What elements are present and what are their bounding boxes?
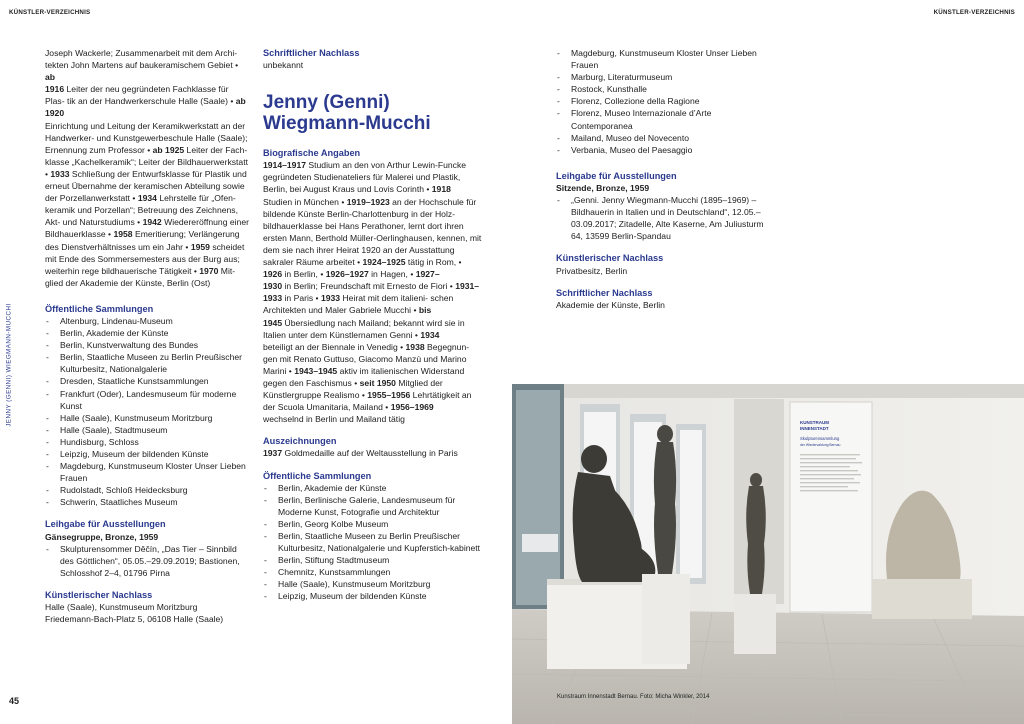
- pedestal-4: [872, 579, 972, 619]
- banner-line-1: KUNSTRAUM: [800, 420, 829, 425]
- column-2: [263, 47, 483, 603]
- sculpture-small-figure: [746, 473, 766, 594]
- list-item: - Marburg, Literaturmuseum: [556, 71, 771, 83]
- list-item: - Berlin, Staatliche Museen zu Berlin Preußischer Kulturbesitz, Nationalgalerie und Kupferstich-kabinett: [263, 530, 483, 554]
- photo-caption: Kunstraum Innenstadt Bernau. Foto: Micha Winkler, 2014: [557, 694, 710, 700]
- list-item: - Berlin, Akademie der Künste: [263, 482, 483, 494]
- estate-heading: Künstlerischer Nachlass: [556, 253, 664, 264]
- list-item: - Florenz, Collezione della Ragione: [556, 95, 771, 107]
- list-item: - Leipzig, Museum der bildenden Künste: [45, 448, 250, 460]
- list-item: - Halle (Saale), Kunstmuseum Moritzburg: [263, 578, 483, 590]
- ceiling: [512, 384, 1024, 398]
- written-estate-heading: Schriftlicher Nachlass: [263, 48, 360, 58]
- list-item: - „Genni. Jenny Wiegmann-Mucchi (1895–1969) – Bildhauerin in Italien und in Deutschland“, 12.05.–03.09.2017; Zitadelle, Alte Kaserne, Am Juliusturm 64, 13599 Berlin-Spandau: [556, 194, 771, 242]
- list-item: - Florenz, Museo Internazionale d’Arte Contemporanea: [556, 107, 771, 131]
- awards-heading: Auszeichnungen: [263, 436, 337, 447]
- list-item: - Magdeburg, Kunstmuseum Kloster Unser Lieben Frauen: [556, 47, 771, 71]
- loan-work: Gänsegruppe, Bronze, 1959: [45, 531, 159, 542]
- estate-value: Privatbesitz, Berlin: [556, 265, 628, 276]
- side-label: JENNY (GENNI) WIEGMANN-MUCCHI: [5, 303, 13, 427]
- list-item: - Rostock, Kunsthalle: [556, 83, 771, 95]
- list-item: - Dresden, Staatliche Kunstsammlungen: [45, 375, 250, 387]
- list-item: - Hundisburg, Schloss: [45, 436, 250, 448]
- running-header-left: KÜNSTLER-VERZEICHNIS: [9, 9, 91, 16]
- page-number: 45: [9, 696, 20, 706]
- written-estate-heading: Schriftlicher Nachlass: [556, 287, 653, 298]
- estate-line-2: Friedemann-Bach-Platz 5, 06108 Halle (Saale): [45, 614, 224, 625]
- estate-heading: Künstlerischer Nachlass: [45, 589, 153, 600]
- banner-subtitle: der Wiedervaldung Bernau: [800, 443, 841, 447]
- collections-heading: Öffentliche Sammlungen: [263, 470, 372, 481]
- list-item: - Verbania, Museo del Paesaggio: [556, 144, 771, 156]
- pedestal-2: [642, 574, 690, 664]
- written-estate-value: unbekannt: [263, 60, 304, 71]
- sculpture-standing-figure: [654, 425, 676, 574]
- running-header-right: KÜNSTLER-VERZEICHNIS: [933, 9, 1015, 16]
- gallery-illustration: [512, 384, 1024, 724]
- list-item: - Berlin, Staatliche Museen zu Berlin Preußischer Kulturbesitz, Nationalgalerie: [45, 351, 250, 375]
- artist-name-line-2: Wiegmann-Mucchi: [263, 113, 431, 135]
- list-item: - Berlin, Berlinische Galerie, Landesmuseum für Moderne Kunst, Fotografie und Architektur: [263, 494, 483, 518]
- collections-list-continued: [556, 47, 771, 156]
- list-item: - Halle (Saale), Stadtmuseum: [45, 424, 250, 436]
- list-item: - Leipzig, Museum der bildenden Künste: [263, 590, 483, 602]
- list-item: - Mailand, Museo del Novecento: [556, 132, 771, 144]
- list-item: - Berlin, Kunstverwaltung des Bundes: [45, 339, 250, 351]
- collections-list: [45, 315, 250, 509]
- column-3: [556, 47, 771, 311]
- parked-car: [522, 534, 558, 552]
- list-item: - Magdeburg, Kunstmuseum Kloster Unser Lieben Frauen: [45, 460, 250, 484]
- collections-heading: Öffentliche Sammlungen: [45, 303, 154, 314]
- bio-text: 1914–1917 Studium an den von Arthur Lewin-Funcke gegründeten Studienateliers für Malerei und Plastik, Berlin, bei August Kraus und Lovis Corinth • 1918 Studien in München • 1919–1923 an der Hochschule für bildende Künste Berlin-Charlottenburg in der Holz- bildhauerklasse bei Hans Perathoner, lernt dort ihren ersten Mann, Berthold Müller-Oerlinghausen, kennen, mit dem sie nach ihrer Heirat 1920 an der Ausstattung sakraler Räume arbeitet • 1924–1925 tätig in Rom, • 1926 in Berlin, • 1926–1927 in Hagen, • 1927– 1930 in Berlin; Freundschaft mit Ernesto de Fiori • 1931–1933 in Paris • 1933 Heirat mit dem italieni- schen Architekten und Maler Gabriele Mucchi • bis 1945 Übersiedlung nach Mailand; bekannt wird sie in Italien unter dem Künstlernamen Genni • 1934 beteiligt an der Biennale in Venedig • 1938 Begegnun- gen mit Renato Guttuso, Giacomo Manzù und Marino Marini • 1943–1945 aktiv im italienischen Widerstand gegen den Faschismus • seit 1950 Mitglied der Künstlergruppe Realismo • 1955–1956 Lehrtätigkeit an der Scuola Umanitaria, Mailand • 1956–1969 wechselnd in Berlin und Mailand tätig: [263, 160, 482, 425]
- loan-list: [556, 194, 771, 242]
- list-item: - Halle (Saale), Kunstmuseum Moritzburg: [45, 412, 250, 424]
- loan-work: Sitzende, Bronze, 1959: [556, 182, 650, 193]
- list-item: - Frankfurt (Oder), Landesmuseum für moderne Kunst: [45, 388, 250, 412]
- list-item: - Berlin, Georg Kolbe Museum: [263, 518, 483, 530]
- loan-list: [45, 543, 250, 579]
- bio-heading: Biografische Angaben: [263, 148, 361, 159]
- list-item: - Skulpturensommer Děčín, „Das Tier – Sinnbild des Göttlichen“, 05.05.–29.09.2019; Bastionen, Schlosshof 2–4, 01796 Pirna: [45, 543, 250, 579]
- awards-text: [263, 447, 483, 459]
- info-banner: [790, 402, 872, 612]
- banner-line-2: INNENSTADT: [800, 426, 829, 431]
- list-item: - Altenburg, Lindenau-Museum: [45, 315, 250, 327]
- loan-heading: Leihgabe für Ausstellungen: [556, 170, 677, 181]
- awards-year: 1937: [263, 448, 283, 459]
- estate-line-1: Halle (Saale), Kunstmuseum Moritzburg: [45, 602, 198, 613]
- list-item: - Schwerin, Staatliches Museum: [45, 496, 250, 508]
- list-item: - Chemnitz, Kunstsammlungen: [263, 566, 483, 578]
- list-item: - Berlin, Stiftung Stadtmuseum: [263, 554, 483, 566]
- pedestal-3: [734, 594, 776, 654]
- gallery-photo: [512, 384, 1024, 724]
- loan-heading: Leihgabe für Ausstellungen: [45, 519, 166, 530]
- written-estate-value: Akademie der Künste, Berlin: [556, 299, 665, 310]
- list-item: - Berlin, Akademie der Künste: [45, 327, 250, 339]
- column-1: [45, 47, 250, 625]
- list-item: - Rudolstadt, Schloß Heidecksburg: [45, 484, 250, 496]
- artist-name: [263, 92, 483, 134]
- awards-description: Goldmedaille auf der Weltausstellung in Paris: [282, 448, 458, 459]
- banner-title: Skulpturensammlung: [800, 436, 840, 441]
- artist-name-line-1: Jenny (Genni): [263, 92, 390, 114]
- collections-list: [263, 482, 483, 603]
- bio-continuation: Joseph Wackerle; Zusammenarbeit mit dem Archi- tekten John Martens auf baukeramischem Gebiet • ab 1916 Leiter der neu gegründeten Fachklasse für Plas- tik an der Handwerkerschule Halle (Saale) • ab 1920 Einrichtung und Leitung der Keramikwerkstatt an der Handwerker- und Kunstgewerbeschule Halle (Saale); Ernennung zum Professor • ab 1925 Leiter der Fach- klasse „Kachelkeramik“; Leiter der Bildhauerwerkstatt • 1933 Schließung der Entwurfsklasse für Plastik und erneut Übernahme der keramischen Abteilung sowie der Porzellanwerkstatt • 1934 Lehrstelle für „Ofen- keramik und Porzellan“; Betreuung des Zeichnens, Akt- und Naturstudiums • 1942 Wiedereröffnung einer Bildhauerklasse • 1958 Emeritierung; Verlängerung des Dienstverhältnisses um ein Jahr • 1959 scheidet mit Ende des Sommersemesters aus der Burg aus; weiterhin rege bildhauerische Tätigkeit • 1970 Mit- glied der Akademie der Künste, Berlin (Ost): [45, 48, 249, 288]
